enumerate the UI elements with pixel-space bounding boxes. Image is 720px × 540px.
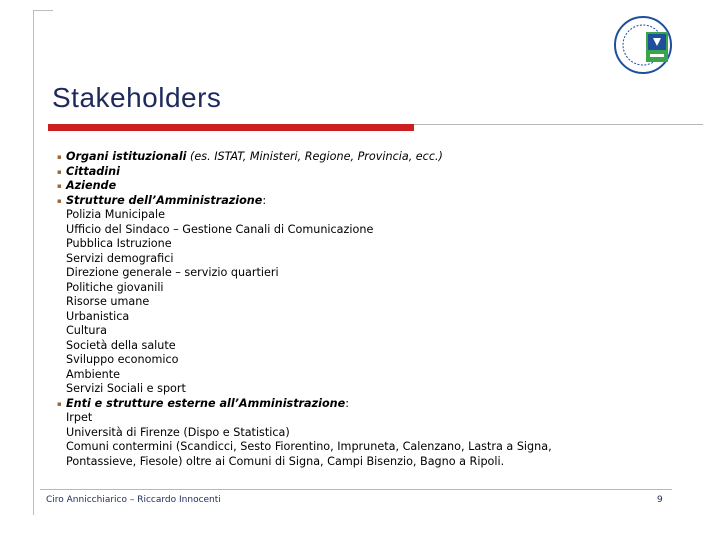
left-margin-rule [33, 10, 34, 515]
internal-item: Polizia Municipale [66, 208, 165, 221]
list-item: ▪ Cittadini [57, 164, 120, 178]
list-item: ▪ Enti e strutture esterne all’Amministrazione: [57, 396, 349, 410]
internal-item: Ambiente [66, 367, 121, 381]
list-item: ▪ Aziende [57, 179, 117, 192]
internal-item: Risorse umane [66, 295, 150, 308]
bullet-icon: ▪ [57, 182, 62, 190]
slide-content [57, 150, 666, 469]
footer-rule [40, 489, 672, 490]
list-item: ▪ Organi istituzionali (es. ISTAT, Ministeri, Regione, Provincia, ecc.) [57, 150, 443, 163]
internal-item: Servizi Sociali e sport [66, 382, 186, 395]
internal-item: Urbanistica [66, 309, 130, 323]
slide-title: Stakeholders [52, 82, 222, 113]
bullet-icon: ▪ [57, 399, 62, 408]
top-margin-tick [33, 10, 53, 11]
internal-item: Politiche giovanili [66, 280, 164, 294]
external-item: Università di Firenze (Dispo e Statistica) [66, 425, 290, 439]
internal-item: Servizi demografici [66, 251, 174, 265]
bullet-icon: ▪ [57, 153, 62, 161]
title-underline-red [48, 124, 414, 131]
university-seal-logo [612, 14, 674, 76]
internal-item: Pubblica Istruzione [66, 237, 172, 250]
bullet-icon: ▪ [57, 196, 62, 205]
bullet-icon: ▪ [57, 167, 62, 176]
external-item: Comuni contermini (Scandicci, Sesto Fiorentino, Impruneta, Calenzano, Lastra a Signa, [66, 440, 552, 453]
external-item: Pontassieve, Fiesole) oltre ai Comuni di Signa, Campi Bisenzio, Bagno a Ripoli. [66, 454, 505, 468]
page-number: 9 [657, 495, 663, 505]
list-item: ▪ Strutture dell’Amministrazione: [57, 193, 267, 207]
internal-item: Cultura [66, 324, 107, 337]
footer-authors: Ciro Annicchiarico – Riccardo Innocenti [46, 495, 221, 505]
internal-item: Ufficio del Sindaco – Gestione Canali di Comunicazione [66, 222, 374, 236]
internal-item: Società della salute [66, 338, 176, 352]
external-item: Irpet [66, 411, 93, 424]
internal-item: Sviluppo economico [66, 353, 179, 366]
internal-item: Direzione generale – servizio quartieri [66, 266, 279, 279]
